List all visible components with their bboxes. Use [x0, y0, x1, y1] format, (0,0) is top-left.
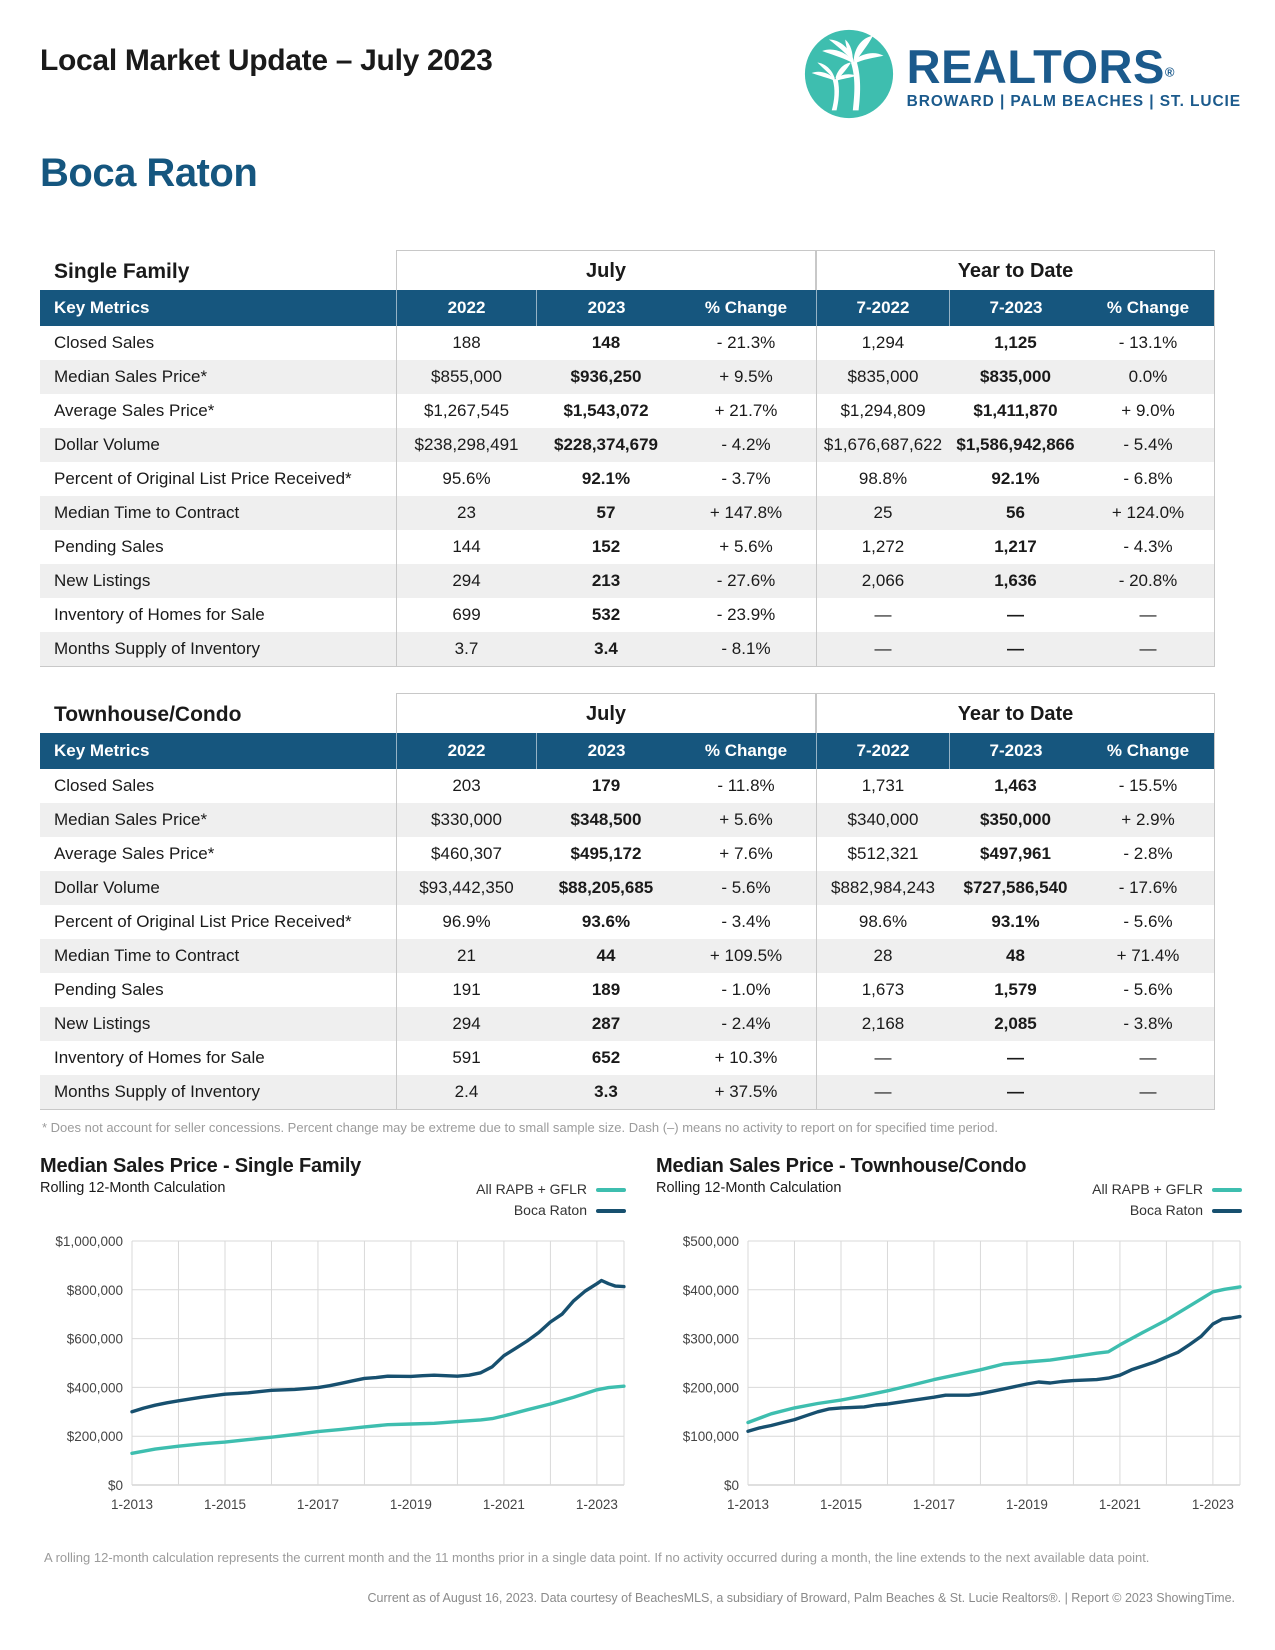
- metric-value: $460,307: [396, 837, 536, 871]
- column-header: % Change: [1082, 290, 1215, 326]
- metric-value: $1,543,072: [563, 401, 649, 420]
- x-axis-tick-label: 1-2015: [203, 1497, 247, 1512]
- metric-value: 294: [396, 564, 536, 598]
- metric-value: 213: [591, 571, 621, 590]
- metric-value: - 15.5%: [1082, 769, 1215, 803]
- y-axis-tick-label: $1,000,000: [55, 1234, 123, 1249]
- table-header-row: [40, 290, 1215, 326]
- table-row: [40, 462, 1215, 496]
- metric-value: + 21.7%: [714, 401, 778, 420]
- metric-value: 48: [1006, 946, 1025, 965]
- legend-label: All RAPB + GFLR: [1092, 1181, 1203, 1197]
- x-axis-tick-label: 1-2015: [819, 1497, 863, 1512]
- metric-value: $1,294,809: [816, 394, 949, 428]
- metric-value: 56: [1006, 503, 1025, 522]
- metric-label: Median Time to Contract: [54, 503, 240, 522]
- metric-value: 21: [396, 939, 536, 973]
- x-axis-tick-label: 1-2019: [389, 1497, 432, 1512]
- table-row: [40, 1075, 1215, 1110]
- metric-value: - 4.3%: [1082, 530, 1215, 564]
- metric-value: 1,217: [994, 537, 1037, 556]
- metric-value: 1,731: [816, 769, 949, 803]
- median-price-chart-townhouse-condo: [656, 1155, 1250, 1534]
- metric-value: + 124.0%: [1082, 496, 1215, 530]
- x-axis-tick-label: 1-2023: [1191, 1497, 1234, 1512]
- metric-value: —: [816, 598, 949, 632]
- column-header: 2022: [396, 733, 536, 769]
- table-footnote: * Does not account for seller concessions. Percent change may be extreme due to small sample size. Dash (–) means no activity to report on for specified time period.: [42, 1120, 998, 1135]
- metric-value: 44: [596, 946, 616, 965]
- metric-value: - 13.1%: [1082, 326, 1215, 360]
- column-group-july: July: [396, 693, 816, 733]
- y-axis-tick-label: $800,000: [66, 1282, 123, 1298]
- metric-value: - 2.8%: [1082, 837, 1215, 871]
- metric-value: —: [1082, 598, 1215, 632]
- table-row: [40, 326, 1215, 360]
- metric-label: Average Sales Price*: [54, 844, 215, 863]
- legend-item: [476, 1200, 626, 1221]
- metric-value: 23: [396, 496, 536, 530]
- column-header: 7-2023: [949, 733, 1082, 769]
- metric-value: 98.8%: [816, 462, 949, 496]
- metric-value: 98.6%: [816, 905, 949, 939]
- metric-value: $512,321: [816, 837, 949, 871]
- column-header: Key Metrics: [54, 741, 150, 760]
- metric-value: - 3.8%: [1082, 1007, 1215, 1041]
- metric-label: Inventory of Homes for Sale: [54, 605, 265, 624]
- y-axis-tick-label: $0: [723, 1478, 739, 1493]
- metric-value: 2,085: [994, 1014, 1037, 1033]
- y-axis-tick-label: $200,000: [682, 1380, 739, 1396]
- report-footer: Current as of August 16, 2023. Data courtesy of BeachesMLS, a subsidiary of Broward, Palm Beaches & St. Lucie Realtors®. | Report © 2023 ShowingTime.: [367, 1591, 1235, 1605]
- y-axis-tick-label: $100,000: [682, 1429, 739, 1445]
- metric-value: 1,579: [994, 980, 1037, 999]
- metric-value: 532: [591, 605, 621, 624]
- metric-value: + 9.5%: [719, 367, 773, 386]
- metric-value: - 20.8%: [1082, 564, 1215, 598]
- metric-value: —: [816, 1075, 949, 1109]
- metric-value: - 11.8%: [717, 776, 775, 795]
- metric-value: $495,172: [570, 844, 642, 863]
- metric-value: $835,000: [816, 360, 949, 394]
- x-axis-tick-label: 1-2023: [575, 1497, 618, 1512]
- y-axis-tick-label: $400,000: [66, 1380, 123, 1396]
- metric-label: Percent of Original List Price Received*: [54, 912, 352, 931]
- metric-label: Median Time to Contract: [54, 946, 240, 965]
- single-family-table: [40, 250, 1215, 667]
- metric-value: 152: [591, 537, 621, 556]
- metric-value: + 5.6%: [719, 810, 773, 829]
- metric-value: + 109.5%: [709, 946, 783, 965]
- metric-value: $93,442,350: [396, 871, 536, 905]
- metric-value: 1,636: [994, 571, 1037, 590]
- metric-value: - 4.2%: [721, 435, 771, 454]
- metric-value: $1,586,942,866: [956, 435, 1075, 454]
- metric-value: —: [1007, 639, 1024, 658]
- chart-subtitle: Rolling 12-Month Calculation: [656, 1180, 842, 1196]
- table-group-row: [40, 250, 1215, 290]
- metric-value: 28: [816, 939, 949, 973]
- metric-value: $350,000: [980, 810, 1051, 829]
- metric-value: + 37.5%: [714, 1082, 778, 1101]
- column-header: 2022: [396, 290, 536, 326]
- table-row: [40, 973, 1215, 1007]
- metric-value: 93.1%: [991, 912, 1040, 931]
- y-axis-tick-label: $400,000: [682, 1282, 739, 1298]
- table-row: [40, 871, 1215, 905]
- x-axis-tick-label: 1-2013: [726, 1497, 770, 1512]
- metric-value: + 7.6%: [719, 844, 773, 863]
- metric-value: + 9.0%: [1082, 394, 1215, 428]
- metric-value: - 5.6%: [1082, 905, 1215, 939]
- metric-value: 188: [396, 326, 536, 360]
- column-header: 2023: [536, 290, 676, 326]
- metric-label: Average Sales Price*: [54, 401, 215, 420]
- metric-value: 3.4: [594, 639, 618, 658]
- y-axis-tick-label: $300,000: [682, 1331, 739, 1347]
- column-header: 7-2022: [816, 290, 949, 326]
- metric-value: 179: [591, 776, 621, 795]
- metric-value: + 10.3%: [714, 1048, 778, 1067]
- legend-line-swatch: [1212, 1188, 1242, 1192]
- table-row: [40, 1007, 1215, 1041]
- metric-value: $1,411,870: [973, 401, 1058, 420]
- metric-value: $727,586,540: [963, 878, 1068, 897]
- metric-value: —: [1082, 632, 1215, 666]
- metric-value: - 3.7%: [721, 469, 771, 488]
- x-axis-tick-label: 1-2019: [1005, 1497, 1048, 1512]
- y-axis-tick-label: $0: [107, 1478, 123, 1493]
- townhouse-condo-table: [40, 693, 1215, 1110]
- metric-value: $238,298,491: [396, 428, 536, 462]
- table-section-title: Townhouse/Condo: [54, 703, 242, 726]
- column-group-year-to-date: Year to Date: [816, 250, 1215, 290]
- page-header: [0, 0, 1275, 125]
- metric-value: $835,000: [980, 367, 1051, 386]
- chart-title: Median Sales Price - Single Family: [40, 1155, 362, 1177]
- metric-value: $882,984,243: [816, 871, 949, 905]
- metric-value: - 6.8%: [1082, 462, 1215, 496]
- metric-value: —: [1007, 1082, 1024, 1101]
- metric-value: 591: [396, 1041, 536, 1075]
- table-row: [40, 939, 1215, 973]
- column-header: 7-2023: [949, 290, 1082, 326]
- metric-value: 144: [396, 530, 536, 564]
- chart-header: [656, 1155, 1250, 1227]
- column-header: Key Metrics: [54, 298, 150, 317]
- metric-value: 652: [591, 1048, 621, 1067]
- legend-label: All RAPB + GFLR: [476, 1181, 587, 1197]
- legend-line-swatch: [596, 1188, 626, 1192]
- y-axis-tick-label: $500,000: [682, 1234, 739, 1249]
- metric-value: $1,267,545: [396, 394, 536, 428]
- x-axis-tick-label: 1-2013: [110, 1497, 154, 1512]
- metric-label: Closed Sales: [54, 333, 155, 352]
- metric-value: 1,125: [994, 333, 1037, 352]
- metric-value: 1,272: [816, 530, 949, 564]
- metric-label: Percent of Original List Price Received*: [54, 469, 352, 488]
- table-row: [40, 530, 1215, 564]
- metric-value: $228,374,679: [554, 435, 658, 454]
- metric-value: - 5.4%: [1082, 428, 1215, 462]
- metric-value: - 17.6%: [1082, 871, 1215, 905]
- chart-legend: [476, 1179, 626, 1221]
- chart-svg: [656, 1227, 1250, 1529]
- metric-value: 189: [591, 980, 621, 999]
- metric-label: Closed Sales: [54, 776, 155, 795]
- metric-value: —: [1007, 1048, 1024, 1067]
- x-axis-tick-label: 1-2021: [1098, 1497, 1141, 1512]
- metric-value: —: [1007, 605, 1024, 624]
- metric-label: Months Supply of Inventory: [54, 1082, 261, 1101]
- metric-value: - 21.3%: [716, 333, 776, 352]
- metric-value: 191: [396, 973, 536, 1007]
- column-group-july: July: [396, 250, 816, 290]
- table-row: [40, 496, 1215, 530]
- metric-value: —: [816, 632, 949, 666]
- metric-value: + 5.6%: [719, 537, 773, 556]
- x-axis-tick-label: 1-2017: [912, 1497, 955, 1512]
- metric-value: 148: [591, 333, 621, 352]
- table-row: [40, 1041, 1215, 1075]
- charts-section: [0, 1135, 1275, 1534]
- metric-value: $497,961: [980, 844, 1051, 863]
- city-title: Boca Raton: [40, 151, 258, 195]
- rolling-calculation-note: A rolling 12-month calculation represents the current month and the 11 months prior in a single data point. If no activity occurred during a month, the line extends to the next available data point.: [44, 1550, 1150, 1565]
- table-row: [40, 428, 1215, 462]
- metric-value: 1,463: [994, 776, 1037, 795]
- table-row: [40, 905, 1215, 939]
- chart-header: [40, 1155, 634, 1227]
- metric-value: - 8.1%: [721, 639, 771, 658]
- column-header: % Change: [704, 298, 788, 317]
- metric-value: - 23.9%: [716, 605, 776, 624]
- metric-label: Months Supply of Inventory: [54, 639, 261, 658]
- y-axis-tick-label: $600,000: [66, 1331, 123, 1347]
- realtors-logo: [803, 28, 1241, 125]
- metric-value: - 3.4%: [721, 912, 771, 931]
- table-row: [40, 803, 1215, 837]
- column-header: 2023: [536, 733, 676, 769]
- chart-title: Median Sales Price - Townhouse/Condo: [656, 1155, 1027, 1177]
- x-axis-tick-label: 1-2017: [296, 1497, 339, 1512]
- table-row: [40, 837, 1215, 871]
- y-axis-tick-label: $200,000: [66, 1429, 123, 1445]
- metric-value: + 147.8%: [709, 503, 783, 522]
- metric-label: Median Sales Price*: [54, 810, 208, 829]
- metric-value: $340,000: [816, 803, 949, 837]
- table-row: [40, 564, 1215, 598]
- metric-value: 25: [816, 496, 949, 530]
- metric-value: 93.6%: [581, 912, 631, 931]
- chart-legend: [1092, 1179, 1242, 1221]
- legend-item: [476, 1179, 626, 1200]
- metric-value: 92.1%: [991, 469, 1040, 488]
- logo-regions: BROWARD | PALM BEACHES | ST. LUCIE: [906, 92, 1241, 110]
- column-header: % Change: [704, 741, 788, 760]
- median-price-chart-single-family: [40, 1155, 634, 1534]
- metric-label: Pending Sales: [54, 537, 164, 556]
- chart-subtitle: Rolling 12-Month Calculation: [40, 1180, 226, 1196]
- metric-value: 1,673: [816, 973, 949, 1007]
- metric-value: - 1.0%: [721, 980, 771, 999]
- logo-brand: REALTORS: [906, 39, 1165, 93]
- metric-label: Pending Sales: [54, 980, 164, 999]
- metric-value: - 5.6%: [1082, 973, 1215, 1007]
- metric-value: 95.6%: [396, 462, 536, 496]
- legend-line-swatch: [596, 1209, 626, 1213]
- metric-value: 1,294: [816, 326, 949, 360]
- metric-value: 0.0%: [1082, 360, 1215, 394]
- metric-value: $348,500: [570, 810, 642, 829]
- metric-value: 96.9%: [396, 905, 536, 939]
- table-group-row: [40, 693, 1215, 733]
- metric-label: Dollar Volume: [54, 878, 160, 897]
- logo-brand-row: [906, 39, 1241, 93]
- x-axis-tick-label: 1-2021: [482, 1497, 525, 1512]
- table-section-title: Single Family: [54, 260, 190, 283]
- metric-value: 2,066: [816, 564, 949, 598]
- legend-label: Boca Raton: [513, 1202, 587, 1218]
- column-header: % Change: [1082, 733, 1215, 769]
- legend-item: [1092, 1200, 1242, 1221]
- metric-value: 294: [396, 1007, 536, 1041]
- metric-value: - 27.6%: [716, 571, 776, 590]
- legend-line-swatch: [1212, 1209, 1242, 1213]
- metric-value: $88,205,685: [558, 878, 654, 897]
- metric-value: 2.4: [396, 1075, 536, 1109]
- metric-value: —: [1082, 1041, 1215, 1075]
- page-title: Local Market Update – July 2023: [40, 44, 493, 77]
- chart-plot: [40, 1227, 634, 1534]
- metric-value: —: [1082, 1075, 1215, 1109]
- metric-value: —: [816, 1041, 949, 1075]
- metric-label: Median Sales Price*: [54, 367, 208, 386]
- metric-label: Inventory of Homes for Sale: [54, 1048, 265, 1067]
- column-header: 7-2022: [816, 733, 949, 769]
- table-row: [40, 632, 1215, 667]
- metric-value: $330,000: [396, 803, 536, 837]
- metric-value: 2,168: [816, 1007, 949, 1041]
- metric-value: + 71.4%: [1082, 939, 1215, 973]
- metric-label: Dollar Volume: [54, 435, 160, 454]
- metric-value: 287: [591, 1014, 621, 1033]
- metric-value: 57: [596, 503, 616, 522]
- logo-text: [906, 39, 1241, 111]
- chart-svg: [40, 1227, 634, 1529]
- metric-value: 203: [396, 769, 536, 803]
- column-group-year-to-date: Year to Date: [816, 693, 1215, 733]
- table-row: [40, 769, 1215, 803]
- metric-value: 699: [396, 598, 536, 632]
- legend-label: Boca Raton: [1129, 1202, 1203, 1218]
- legend-item: [1092, 1179, 1242, 1200]
- palm-trees-icon: [803, 28, 895, 125]
- metric-value: - 5.6%: [721, 878, 771, 897]
- metric-value: - 2.4%: [721, 1014, 771, 1033]
- metric-label: New Listings: [54, 1014, 151, 1033]
- table-row: [40, 598, 1215, 632]
- metric-value: 3.7: [396, 632, 536, 666]
- registered-mark: ®: [1164, 64, 1175, 80]
- metric-value: + 2.9%: [1082, 803, 1215, 837]
- metric-value: 92.1%: [581, 469, 631, 488]
- table-row: [40, 394, 1215, 428]
- metric-value: $1,676,687,622: [816, 428, 949, 462]
- chart-plot: [656, 1227, 1250, 1534]
- table-row: [40, 360, 1215, 394]
- metric-label: New Listings: [54, 571, 151, 590]
- table-header-row: [40, 733, 1215, 769]
- metric-value: 3.3: [594, 1082, 618, 1101]
- metric-value: $855,000: [396, 360, 536, 394]
- metric-value: $936,250: [570, 367, 642, 386]
